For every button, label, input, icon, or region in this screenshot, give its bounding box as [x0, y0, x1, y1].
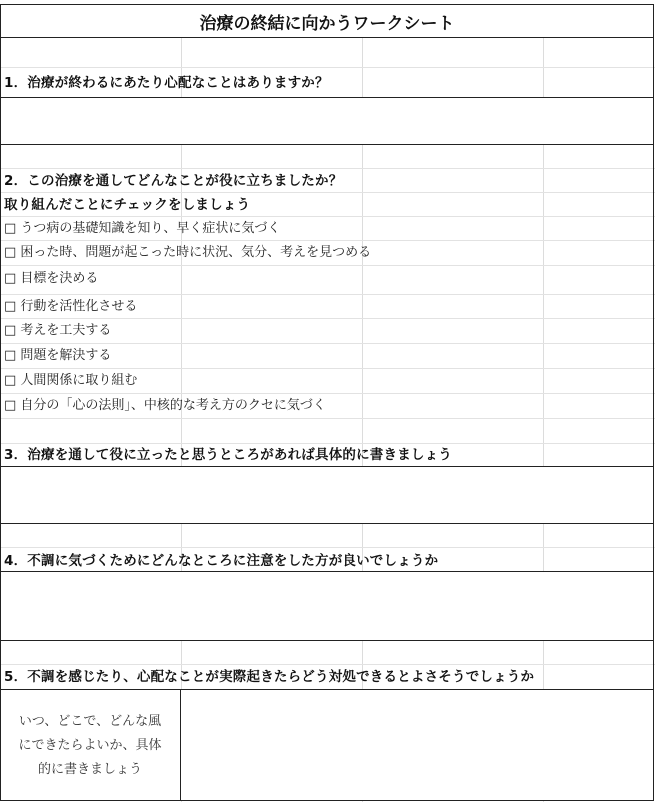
grid-row-line — [0, 240, 655, 241]
answer-box-5[interactable] — [0, 689, 654, 800]
answer-box-1[interactable] — [0, 97, 654, 145]
question-4: 4．不調に気づくためにどんなところに注意をした方が良いでしょうか — [4, 553, 439, 569]
grid-column-line — [362, 36, 363, 802]
checklist-item[interactable]: □ 困った時、問題が起こった時に状況、気分、考えを見つめる — [4, 245, 372, 260]
checklist-item[interactable]: □ 人間関係に取り組む — [4, 373, 138, 388]
grid-row-line — [0, 418, 655, 419]
question-2: 2．この治療を通してどんなことが役に立ちましたか？ — [4, 173, 343, 189]
question-1: 1．治療が終わるにあたり心配なことはありますか？ — [4, 75, 329, 91]
answer-box-3[interactable] — [0, 466, 654, 524]
checklist-item[interactable]: □ 考えを工夫する — [4, 323, 112, 338]
checklist-item[interactable]: □ 行動を活性化させる — [4, 299, 138, 314]
grid-column-line — [543, 36, 544, 802]
question-5: 5．不調を感じたり、心配なことが実際起きたらどう対処できるとよさそうでしょうか — [4, 669, 535, 685]
answer-box-4[interactable] — [0, 571, 654, 641]
grid-row-line — [0, 192, 655, 193]
grid-row-line — [0, 216, 655, 217]
grid-row-line — [0, 547, 655, 548]
grid-row-line — [0, 67, 655, 68]
question-3: 3．治療を通して役に立ったと思うところがあれば具体的に書きましょう — [4, 447, 452, 463]
page-title: 治療の終結に向かうワークシート — [0, 4, 654, 38]
grid-row-line — [0, 664, 655, 665]
grid-row-line — [0, 318, 655, 319]
checklist-item[interactable]: □ 問題を解決する — [4, 348, 112, 363]
grid-row-line — [0, 343, 655, 344]
checklist-item[interactable]: □ 目標を決める — [4, 271, 99, 286]
grid-row-line — [0, 443, 655, 444]
grid-row-line — [0, 168, 655, 169]
hint-cell — [0, 690, 181, 801]
checklist-item[interactable]: □ 自分の「心の法則」、中核的な考え方のクセに気づく — [4, 398, 326, 413]
question-2-subtitle: 取り組んだことにチェックをしましょう — [4, 197, 251, 213]
hint-text: いつ、どこで、どんな風 にできたらよいか、具体 的に書きましょう — [18, 713, 162, 777]
grid-row-line — [0, 265, 655, 266]
grid-row-line — [0, 393, 655, 394]
grid-row-line — [0, 368, 655, 369]
grid-column-line — [181, 36, 182, 802]
checklist-item[interactable]: □ うつ病の基礎知識を知り、早く症状に気づく — [4, 221, 281, 236]
grid-row-line — [0, 294, 655, 295]
